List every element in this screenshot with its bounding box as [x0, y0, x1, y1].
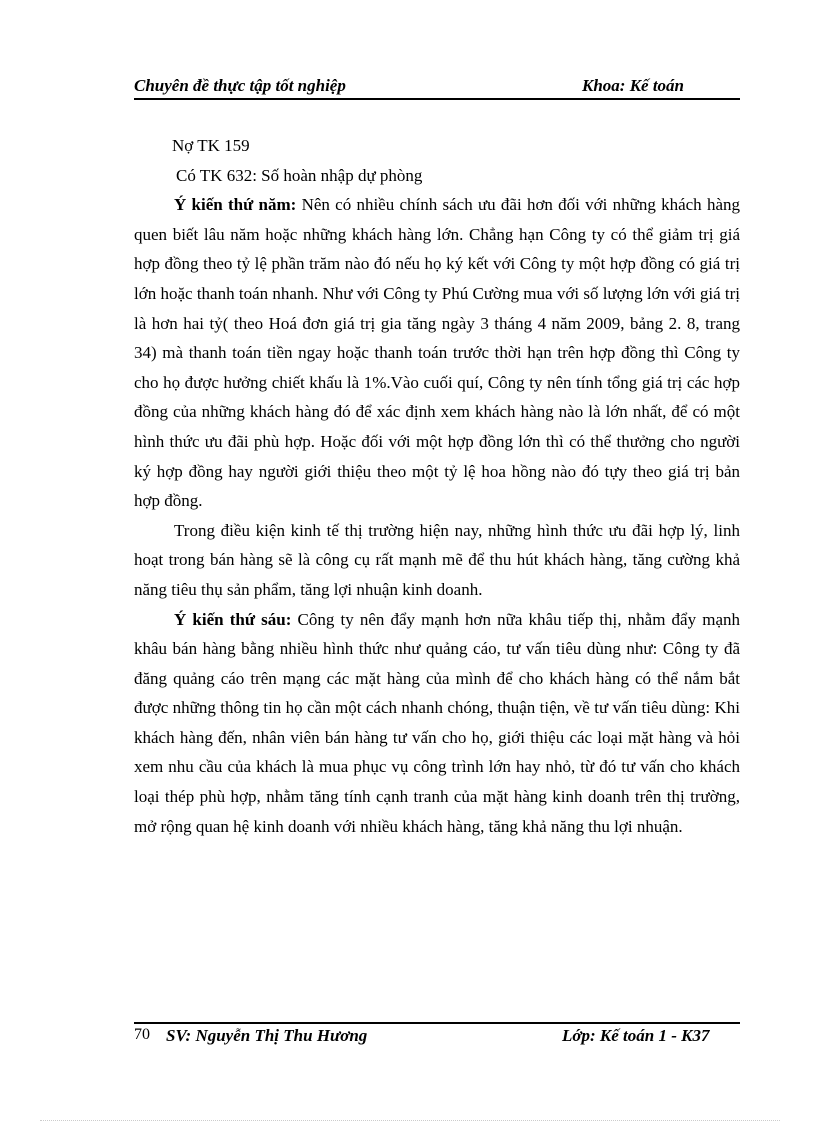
opinion-5-heading: Ý kiến thứ năm: [174, 195, 297, 215]
page-edge-dotted-line [40, 1120, 780, 1121]
journal-entry-debit: Nợ TK 159 [172, 136, 250, 155]
footer-class: Lớp: Kế toán 1 - K37 [562, 1026, 710, 1045]
footer-divider [134, 1022, 740, 1024]
header-title: Chuyên đề thực tập tốt nghiệp [134, 76, 346, 95]
document-body [134, 131, 740, 841]
opinion-6-heading: Ý kiến thứ sáu: [174, 609, 292, 629]
paragraph-opinion-5 [134, 190, 740, 516]
paragraph-opinion-6 [134, 605, 740, 842]
footer-student-name: SV: Nguyễn Thị Thu Hương [166, 1026, 368, 1045]
header-department: Khoa: Kế toán [582, 76, 685, 95]
page-header [134, 76, 740, 100]
paragraph-market-conditions: Trong điều kiện kinh tế thị trường hiện nay, những hình thức ưu đãi hợp lý, linh hoạt trong bán hàng sẽ là công cụ rất mạnh mẽ để thu hút khách hàng, tăng cường khả năng tiêu thụ sản phẩm, tăng lợi nhuận kinh doanh. [134, 520, 740, 599]
opinion-6-text: Công ty nên đẩy mạnh hơn nữa khâu tiếp thị, nhằm đẩy mạnh khâu bán hàng bằng nhiều hình thức như quảng cáo, tư vấn tiêu dùng như: Công ty đã đăng quảng cáo trên mạng các mặt hàng của mình để cho khách hàng có thể nắm bắt được những thông tin họ cần một cách nhanh chóng, thuận tiện, về tư vấn tiêu dùng: Khi khách hàng đến, nhân viên bán hàng tư vấn cho họ, giới thiệu các loại mặt hàng và hỏi xem nhu cầu của khách là mua phục vụ công trình lớn hay nhỏ, từ đó tư vấn cho khách loại thép phù hợp, nhằm tăng tính cạnh tranh của mặt hàng kinh doanh trên thị trường, mở rộng quan hệ kinh doanh với nhiều khách hàng, tăng khả năng thu lợi nhuận. [134, 609, 740, 836]
opinion-5-text: Nên có nhiều chính sách ưu đãi hơn đối với những khách hàng quen biết lâu năm hoặc những khách hàng lớn. Chẳng hạn Công ty có thể giảm trị giá hợp đồng theo tỷ lệ phần trăm nào đó nếu họ ký kết với Công ty một hợp đồng có giá trị lớn hoặc thanh toán nhanh. Như với Công ty Phú Cường mua với số lượng lớn với giá trị là hơn hai tỷ( theo Hoá đơn giá trị gia tăng ngày 3 tháng 4 năm 2009, bảng 2. 8, trang 34) mà thanh toán tiền ngay hoặc thanh toán trước thời hạn trên hợp đồng thì Công ty cho họ được hưởng chiết khấu là 1%.Vào cuối quí, Công ty nên tính tổng giá trị các hợp đồng của những khách hàng đó để xác định xem khách hàng nào là lớn nhất, để có một hình thức ưu đãi phù hợp. Hoặc đối với một hợp đồng lớn thì có thể thưởng cho người ký hợp đồng hay người giới thiệu theo một tỷ lệ hoa hồng nào đó tựy theo giá trị bản hợp đồng. [134, 195, 740, 511]
page-footer [134, 1026, 740, 1048]
page-number: 70 [134, 1026, 150, 1043]
journal-entry-credit: Có TK 632: Số hoàn nhập dự phòng [176, 165, 423, 185]
